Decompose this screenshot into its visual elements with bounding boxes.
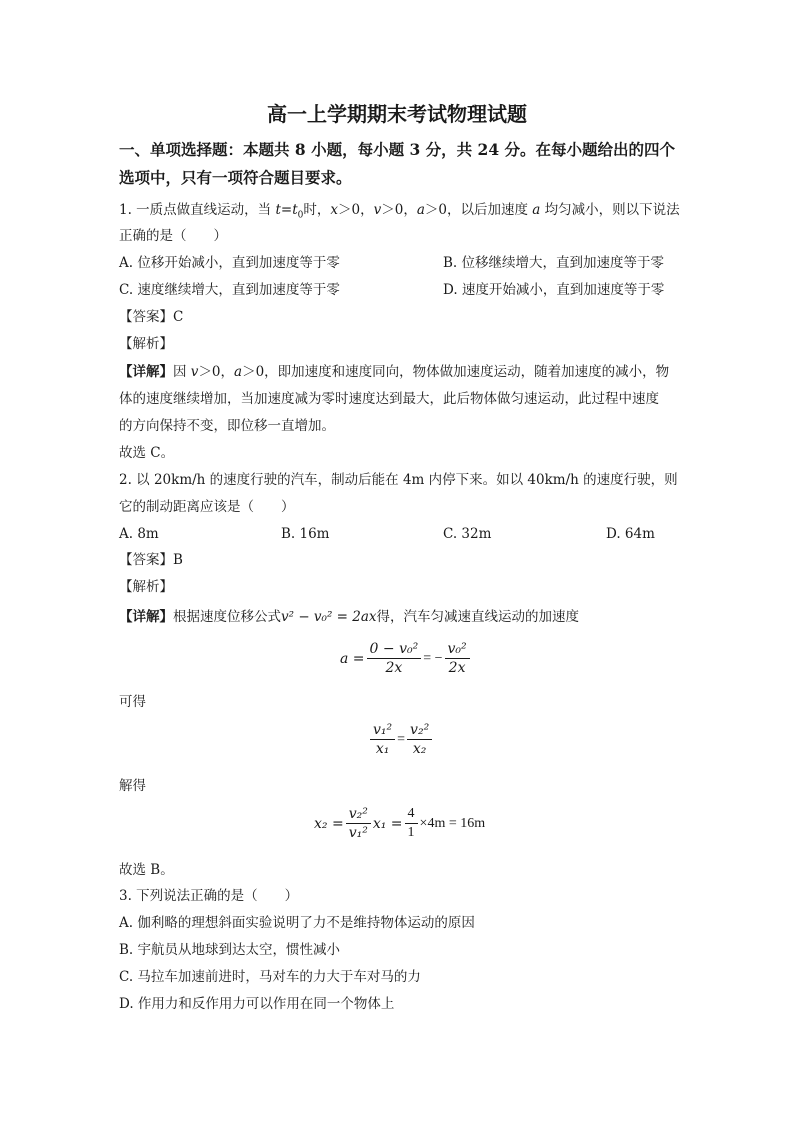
formula-ratio: $\frac{\text{v₁²}}{\text{x₁}}$ = $\frac{\text{v₂²}}{\text{x₂}}$ [368, 722, 434, 757]
q2-detail-line1: 【详解】根据速度位移公式v² − v₀² = 2ax得，汽车匀减速直线运动的加速度 [119, 609, 580, 625]
q2-kede: 可得 [119, 694, 146, 710]
fraction: $\frac{\text{v₂²}}{\text{x₂}}$ [407, 722, 432, 757]
fraction: $\frac{\text{v₀²}}{2x}$ [445, 641, 470, 676]
q2-option-b: B. 16m [281, 526, 330, 542]
fraction: $\frac{\text{v₂²}}{\text{v₁²}}$ [346, 806, 371, 841]
q2-option-a: A. 8m [119, 526, 159, 542]
q3-stem: 3. 下列说法正确的是（ ） [119, 888, 299, 904]
q1-detail-line1: 【详解】因 v＞0，a＞0，即加速度和速度同向，物体做加速度运动，随着加速度的减小，物 [119, 364, 670, 380]
formula-acceleration: a = $\frac{\text{0 − v₀²}}{2x}$ = − $\frac{\text{v₀²}}{2x}$ [340, 641, 472, 676]
q1-option-b: B. 位移继续增大，直到加速度等于零 [443, 255, 665, 271]
q1-stem: 1. 一质点做直线运动，当 $t=t_0$时，x＞0，v＞0，a＞0，以后加速度 a 均匀减小，则以下说法 [119, 202, 680, 221]
section-heading: 一、单项选择题：本题共 8 小题，每小题 3 分，共 24 分。在每小题给出的四个选项中，只有一项符合题目要求。 [119, 140, 676, 187]
q1-conclusion: 故选 C。 [119, 445, 175, 461]
formula-result: x₂ = $\frac{\text{v₂²}}{\text{v₁²}}$ x₁ = $\frac{4}{1}$ ×4m = 16m [314, 806, 486, 841]
q2-option-d: D. 64m [606, 526, 655, 542]
fraction: $\frac{\text{v₁²}}{\text{x₁}}$ [370, 722, 395, 757]
q2-conclusion: 故选 B。 [119, 862, 174, 878]
q2-stem-line2: 它的制动距离应该是（ ） [119, 499, 295, 515]
q2-option-c: C. 32m [443, 526, 492, 542]
fraction: $\frac{4}{1}$ [405, 806, 418, 841]
velocity-formula: v² − v₀² = 2ax [281, 609, 377, 625]
q1-answer: 【答案】C [119, 309, 184, 325]
page-title: 高一上学期期末考试物理试题 [267, 102, 527, 126]
q3-option-c: C. 马拉车加速前进时，马对车的力大于车对马的力 [119, 969, 421, 985]
q1-detail-line3: 的方向保持不变，即位移一直增加。 [119, 418, 335, 434]
q2-stem-line1: 2. 以 20km/h 的速度行驶的汽车，制动后能在 4m 内停下来。如以 40km/h 的速度行驶，则 [119, 472, 678, 488]
q1-analysis: 【解析】 [119, 336, 173, 352]
q3-option-b: B. 宇航员从地球到达太空，惯性减小 [119, 942, 341, 958]
q3-option-d: D. 作用力和反作用力可以作用在同一个物体上 [119, 996, 395, 1012]
q1-option-d: D. 速度开始减小，直到加速度等于零 [443, 282, 665, 298]
q1-stem-line2: 正确的是（ ） [119, 228, 227, 244]
q3-option-a: A. 伽利略的理想斜面实验说明了力不是维持物体运动的原因 [119, 915, 475, 931]
q1-option-c: C. 速度继续增大，直到加速度等于零 [119, 282, 340, 298]
q2-analysis: 【解析】 [119, 579, 173, 595]
fraction: $\frac{\text{0 − v₀²}}{2x}$ [367, 641, 422, 676]
q2-answer: 【答案】B [119, 552, 183, 568]
q1-detail-line2: 体的速度继续增加，当加速度减为零时速度达到最大，此后物体做匀速运动，此过程中速度 [119, 391, 659, 407]
q2-jiede: 解得 [119, 778, 146, 794]
q1-option-a: A. 位移开始减小，直到加速度等于零 [119, 255, 340, 271]
